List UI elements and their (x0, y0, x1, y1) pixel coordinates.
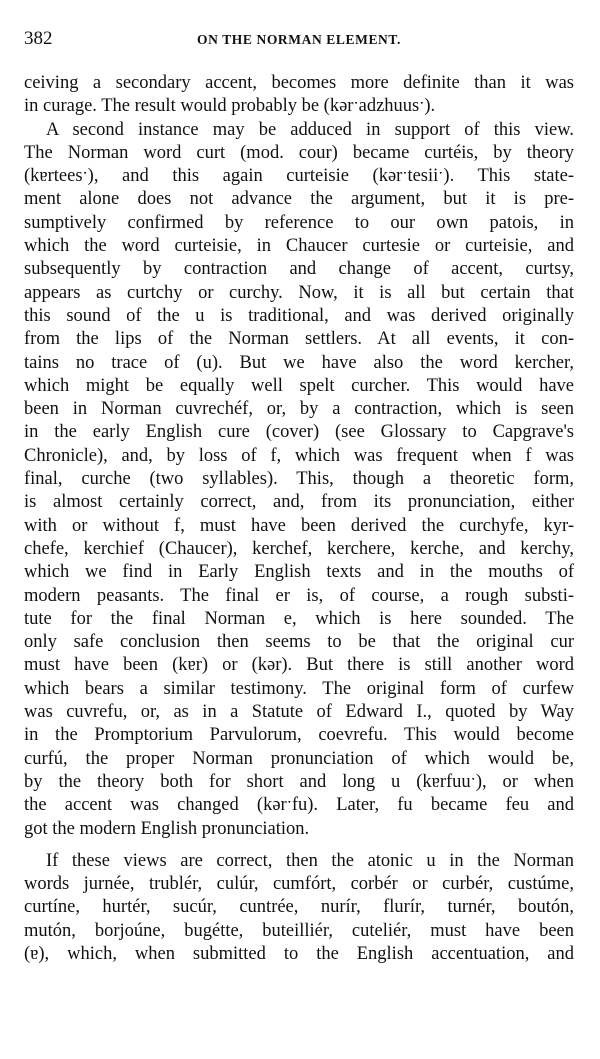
text-line: subsequently by contraction and change of accent, curtsy, (24, 259, 574, 280)
text-line: mutón, borjoúne, bugétte, buteilliér, cuteliér, must have been (24, 920, 574, 941)
text-line: sumptively confirmed by reference to our own patois, in (24, 212, 574, 233)
text-line: which might be equally well spelt curcher. This would have (24, 375, 574, 396)
text-line: The Norman word curt (mod. cour) became curtéis, by theory (24, 142, 574, 163)
text-line: modern peasants. The final er is, of course, a rough substi- (24, 585, 574, 606)
text-line: which bears a similar testimony. The original form of curfew (24, 678, 574, 699)
text-line: the accent was changed (kərˑfu). Later, fu became feu and (24, 795, 574, 816)
text-line: (kɐrteesˑ), and this again curteisie (kərˑtesiiˑ). This state- (24, 166, 574, 187)
text-line: tains no trace of (u). But we have also the word kercher, (24, 352, 574, 373)
text-line: got the modern English pronunciation. (24, 818, 310, 839)
paragraph-gap (24, 841, 574, 850)
body-text (24, 72, 574, 966)
text-line: words jurnée, trublér, culúr, cumfórt, corbér or curbér, custúme, (24, 874, 574, 895)
text-line: in curage. The result would probably be (kərˑadzhuusˑ). (24, 96, 436, 117)
text-line: which the word curteisie, in Chaucer curtesie or curteisie, and (24, 236, 574, 257)
text-line: curfú, the proper Norman pronunciation of which would be, (24, 748, 574, 769)
text-line: been in Norman cuvrechéf, or, by a contraction, which is seen (24, 399, 574, 420)
text-line: final, curche (two syllables). This, though a theoretic form, (24, 469, 574, 490)
text-line: from the lips of the Norman settlers. At all events, it con- (24, 329, 574, 350)
text-line: which we find in Early English texts and in the mouths of (24, 562, 574, 583)
page-header (24, 28, 574, 60)
text-line: curtíne, hurtér, sucúr, cuntrée, nurír, flurír, turnér, boutón, (24, 897, 574, 918)
text-line: in the Promptorium Parvulorum, coevrefu. This would become (24, 725, 574, 746)
text-line: chefe, kerchief (Chaucer), kerchef, kerchere, kerche, and kerchy, (24, 538, 574, 559)
text-line: must have been (kɐr) or (kər). But there is still another word (24, 655, 574, 676)
text-line: If these views are correct, then the atonic u in the Norman (46, 850, 574, 871)
text-line: ment alone does not advance the argument, but it is pre- (24, 189, 574, 210)
text-line: ceiving a secondary accent, becomes more definite than it was (24, 73, 574, 93)
text-line: (ɐ), which, when submitted to the English accentuation, and (24, 943, 574, 964)
text-line: was cuvrefu, or, as in a Statute of Edward I., quoted by Way (24, 702, 574, 723)
text-line: in the early English cure (cover) (see Glossary to Capgrave's (24, 422, 574, 443)
text-line: with or without f, must have been derived the curchyfe, kyr- (24, 515, 574, 536)
text-line: tute for the final Norman e, which is here sounded. The (24, 608, 574, 629)
text-line: appears as curtchy or curchy. Now, it is all but certain that (24, 282, 574, 303)
text-line: this sound of the u is traditional, and was derived originally (24, 305, 574, 326)
text-line: A second instance may be adduced in support of this view. (46, 119, 574, 140)
text-line: by the theory both for short and long u (kɐrfuuˑ), or when (24, 771, 574, 792)
page-number: 382 (24, 28, 53, 49)
text-line: is almost certainly correct, and, from its pronunciation, either (24, 492, 574, 513)
running-head: ON THE NORMAN ELEMENT. (197, 32, 401, 47)
text-line: Chronicle), and, by loss of f, which was frequent when f was (24, 445, 574, 466)
text-line: only safe conclusion then seems to be that the original cur (24, 632, 574, 653)
